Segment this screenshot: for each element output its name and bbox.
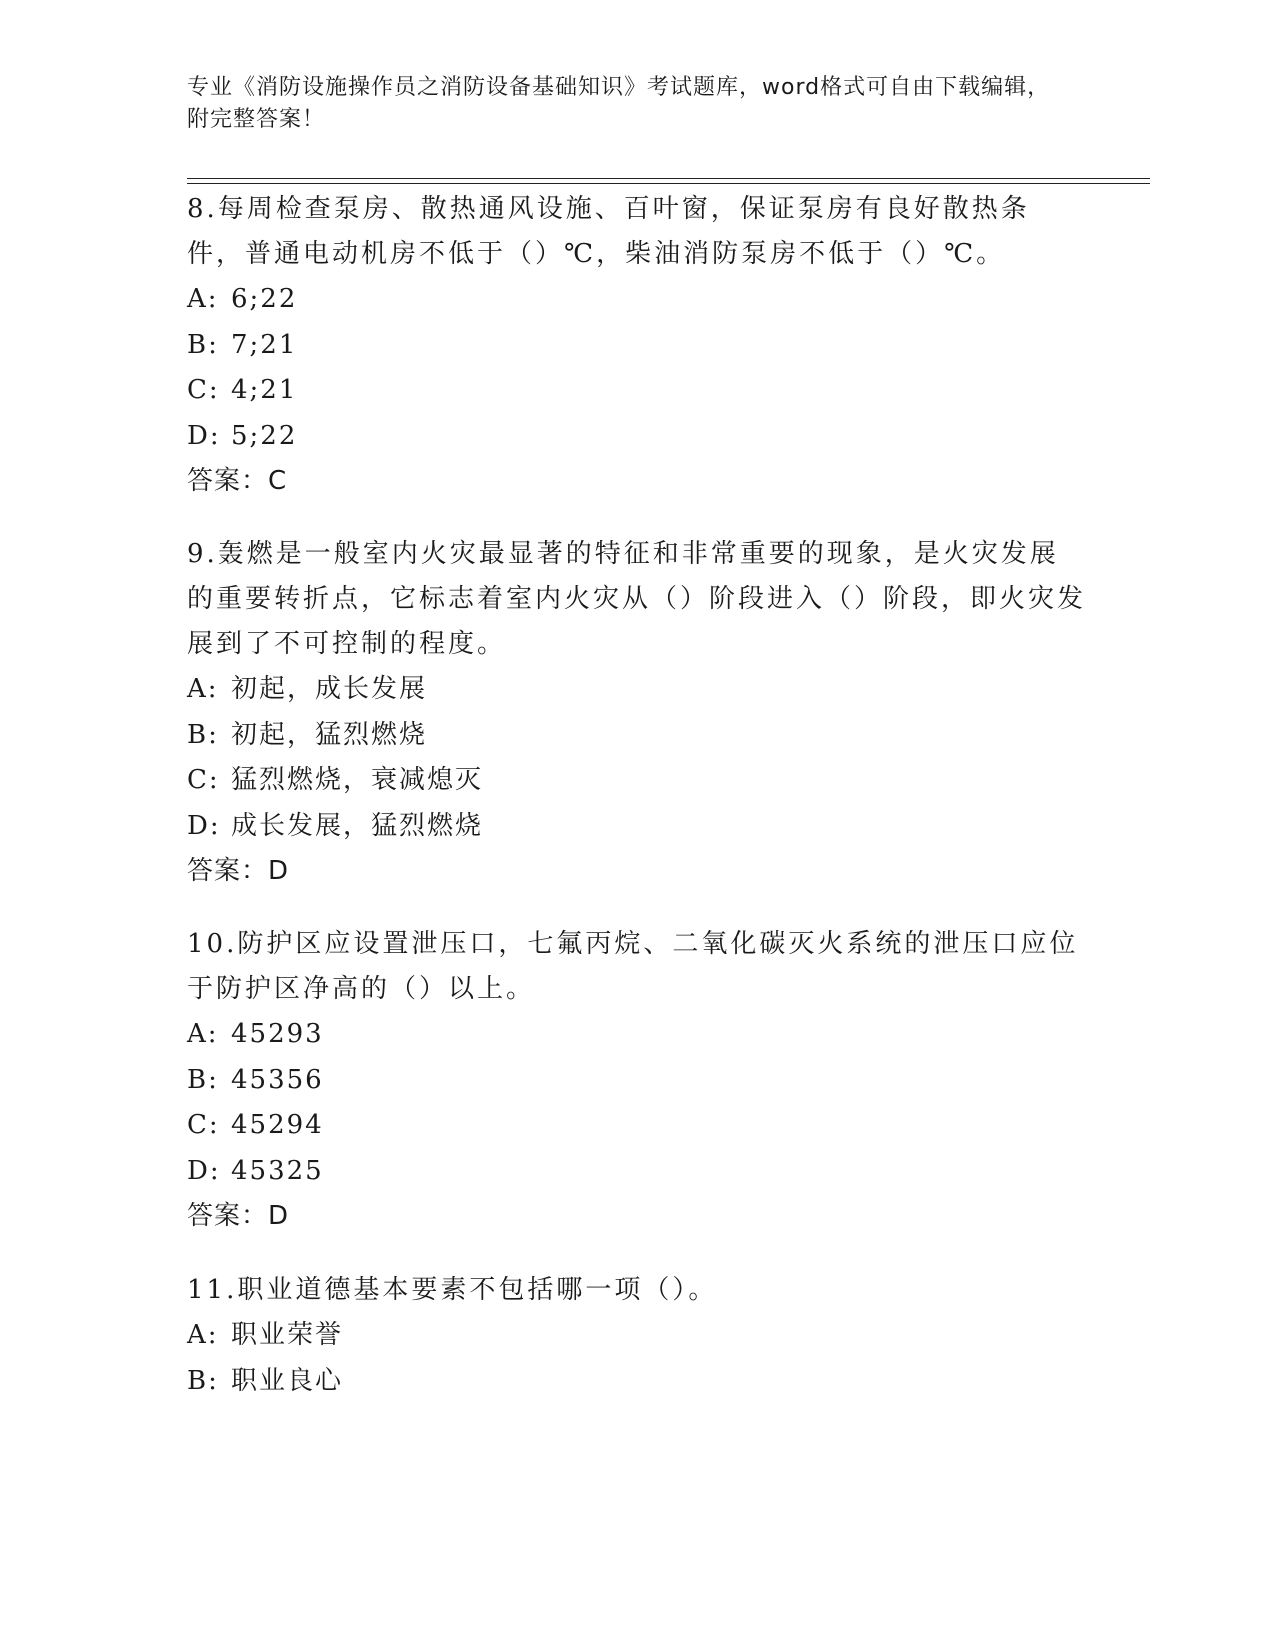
option-key: A:	[187, 674, 219, 704]
option-key: A:	[187, 284, 219, 314]
question-8	[187, 187, 1087, 504]
option-text: 职业荣誉	[231, 1320, 344, 1350]
answer-line: 答案：D	[187, 856, 290, 886]
option-key: D:	[187, 1155, 221, 1186]
option-text: 45325	[231, 1155, 324, 1186]
option-key: B:	[187, 719, 219, 750]
option-d	[187, 1149, 1087, 1195]
option-key: D:	[187, 420, 221, 451]
option-text: 初起，成长发展	[231, 674, 428, 704]
option-key: A:	[187, 1019, 219, 1049]
option-d	[187, 414, 1087, 460]
option-text: 45294	[231, 1110, 324, 1140]
option-c	[187, 368, 1087, 414]
option-text: 成长发展，猛烈燃烧	[231, 810, 484, 841]
question-10	[187, 922, 1087, 1239]
option-key: D:	[187, 810, 221, 841]
header-divider-top	[187, 178, 1150, 179]
option-text: 4;21	[231, 375, 298, 405]
option-text: 初起，猛烈燃烧	[231, 719, 428, 750]
option-key: B:	[187, 1064, 219, 1095]
option-a	[187, 277, 1087, 323]
option-key: C:	[187, 375, 220, 405]
question-stem: 11.职业道德基本要素不包括哪一项（）。	[187, 1275, 718, 1305]
option-a	[187, 1313, 1087, 1359]
answer-line: 答案：C	[187, 466, 288, 496]
question-stem: 9.轰燃是一般室内火灾最显著的特征和非常重要的现象，是火灾发展的重要转折点，它标志着室内火灾从（）阶段进入（）阶段，即火灾发展到了不可控制的程度。	[187, 539, 1087, 659]
option-b	[187, 713, 1087, 759]
option-key: C:	[187, 1110, 220, 1140]
option-key: B:	[187, 329, 219, 360]
option-text: 6;22	[231, 284, 298, 314]
option-key: B:	[187, 1365, 219, 1396]
option-key: A:	[187, 1320, 219, 1350]
option-text: 猛烈燃烧，衰减熄灭	[231, 765, 484, 795]
option-text: 7;21	[231, 329, 298, 360]
option-b	[187, 323, 1087, 369]
option-b	[187, 1058, 1087, 1104]
option-d	[187, 804, 1087, 850]
option-b	[187, 1359, 1087, 1405]
document-header: 专业《消防设施操作员之消防设备基础知识》考试题库，word格式可自由下载编辑，附完整答案！	[187, 75, 1051, 132]
header-divider-bottom	[187, 183, 1150, 184]
answer-line: 答案：D	[187, 1201, 290, 1231]
question-stem: 10.防护区应设置泄压口，七氟丙烷、二氧化碳灭火系统的泄压口应位于防护区净高的（）以上。	[187, 929, 1079, 1004]
option-text: 5;22	[231, 420, 298, 451]
question-11	[187, 1268, 1087, 1404]
option-text: 职业良心	[231, 1365, 344, 1396]
question-stem: 8.每周检查泵房、散热通风设施、百叶窗，保证泵房有良好散热条件，普通电动机房不低于（）℃，柴油消防泵房不低于（）℃。	[187, 194, 1030, 269]
question-9	[187, 532, 1087, 894]
option-a	[187, 1012, 1087, 1058]
option-c	[187, 1103, 1087, 1149]
option-text: 45293	[231, 1019, 324, 1049]
option-a	[187, 667, 1087, 713]
option-text: 45356	[231, 1064, 324, 1095]
option-c	[187, 758, 1087, 804]
option-key: C:	[187, 765, 220, 795]
